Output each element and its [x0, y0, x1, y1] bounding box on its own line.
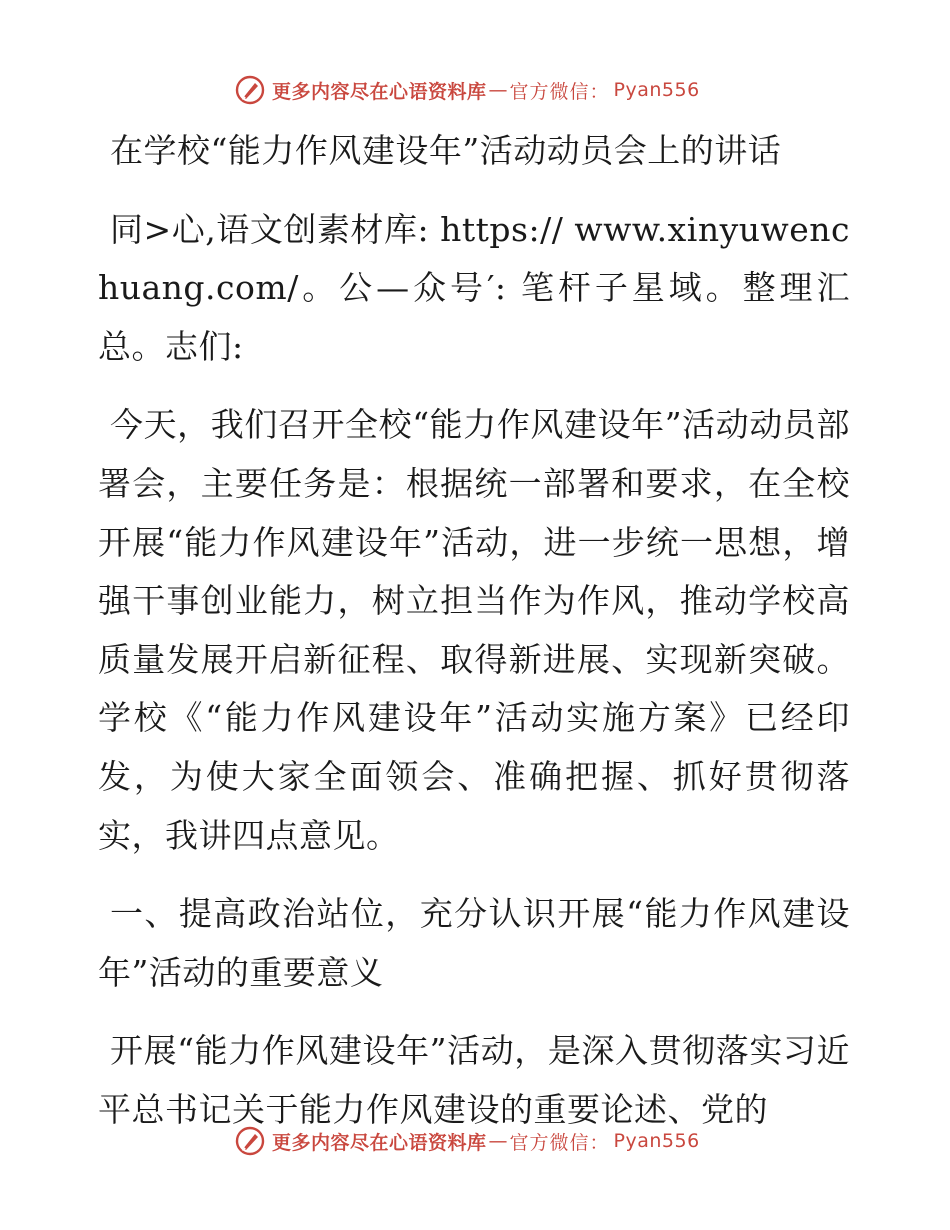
section-heading-1: 一、提高政治站位，充分认识开展“能力作风建设年”活动的重要意义 — [98, 894, 850, 992]
watermark-separator: — — [488, 1130, 508, 1152]
header-watermark — [234, 73, 734, 107]
watermark-main-text: 更多内容尽在心语资料库 — [272, 80, 487, 103]
document-body — [98, 122, 850, 1140]
quill-pen-circle-icon — [234, 74, 266, 106]
watermark-main-text: 更多内容尽在心语资料库 — [272, 1131, 487, 1154]
body-paragraph-2: 开展“能力作风建设年”活动，是深入贯彻落实习近平总书记关于能力作风建设的重要论述、党的 — [98, 1031, 850, 1129]
body-paragraph-1: 今天，我们召开全校“能力作风建设年”活动动员部署会，主要任务是：根据统一部署和要求，在全校开展“能力作风建设年”活动，进一步统一思想，增强干事创业能力，树立担当作为作风，推动学校高质量发展开启新征程、取得新进展、实现新突破。学校《“能力作风建设年”活动实施方案》已经印发，为使大家全面领会、准确把握、抓好贯彻落实，我讲四点意见。 — [98, 405, 850, 855]
intro-paragraph: 同>心,语文创素材库: https:// www.xinyuwenchuang.com/。公—众号′: 笔杆子星域。整理汇总。志们: — [98, 209, 850, 366]
quill-pen-circle-icon — [234, 1125, 266, 1157]
document-title: 在学校“能力作风建设年”活动动员会上的讲话 — [110, 131, 782, 170]
watermark-wechat-id: Pyan556 — [613, 1130, 700, 1152]
watermark-separator: — — [488, 79, 508, 101]
watermark-wechat-id: Pyan556 — [613, 79, 700, 101]
watermark-official-label: 官方微信： — [509, 1131, 610, 1154]
watermark-official-label: 官方微信： — [509, 80, 610, 103]
footer-watermark — [234, 1124, 734, 1158]
